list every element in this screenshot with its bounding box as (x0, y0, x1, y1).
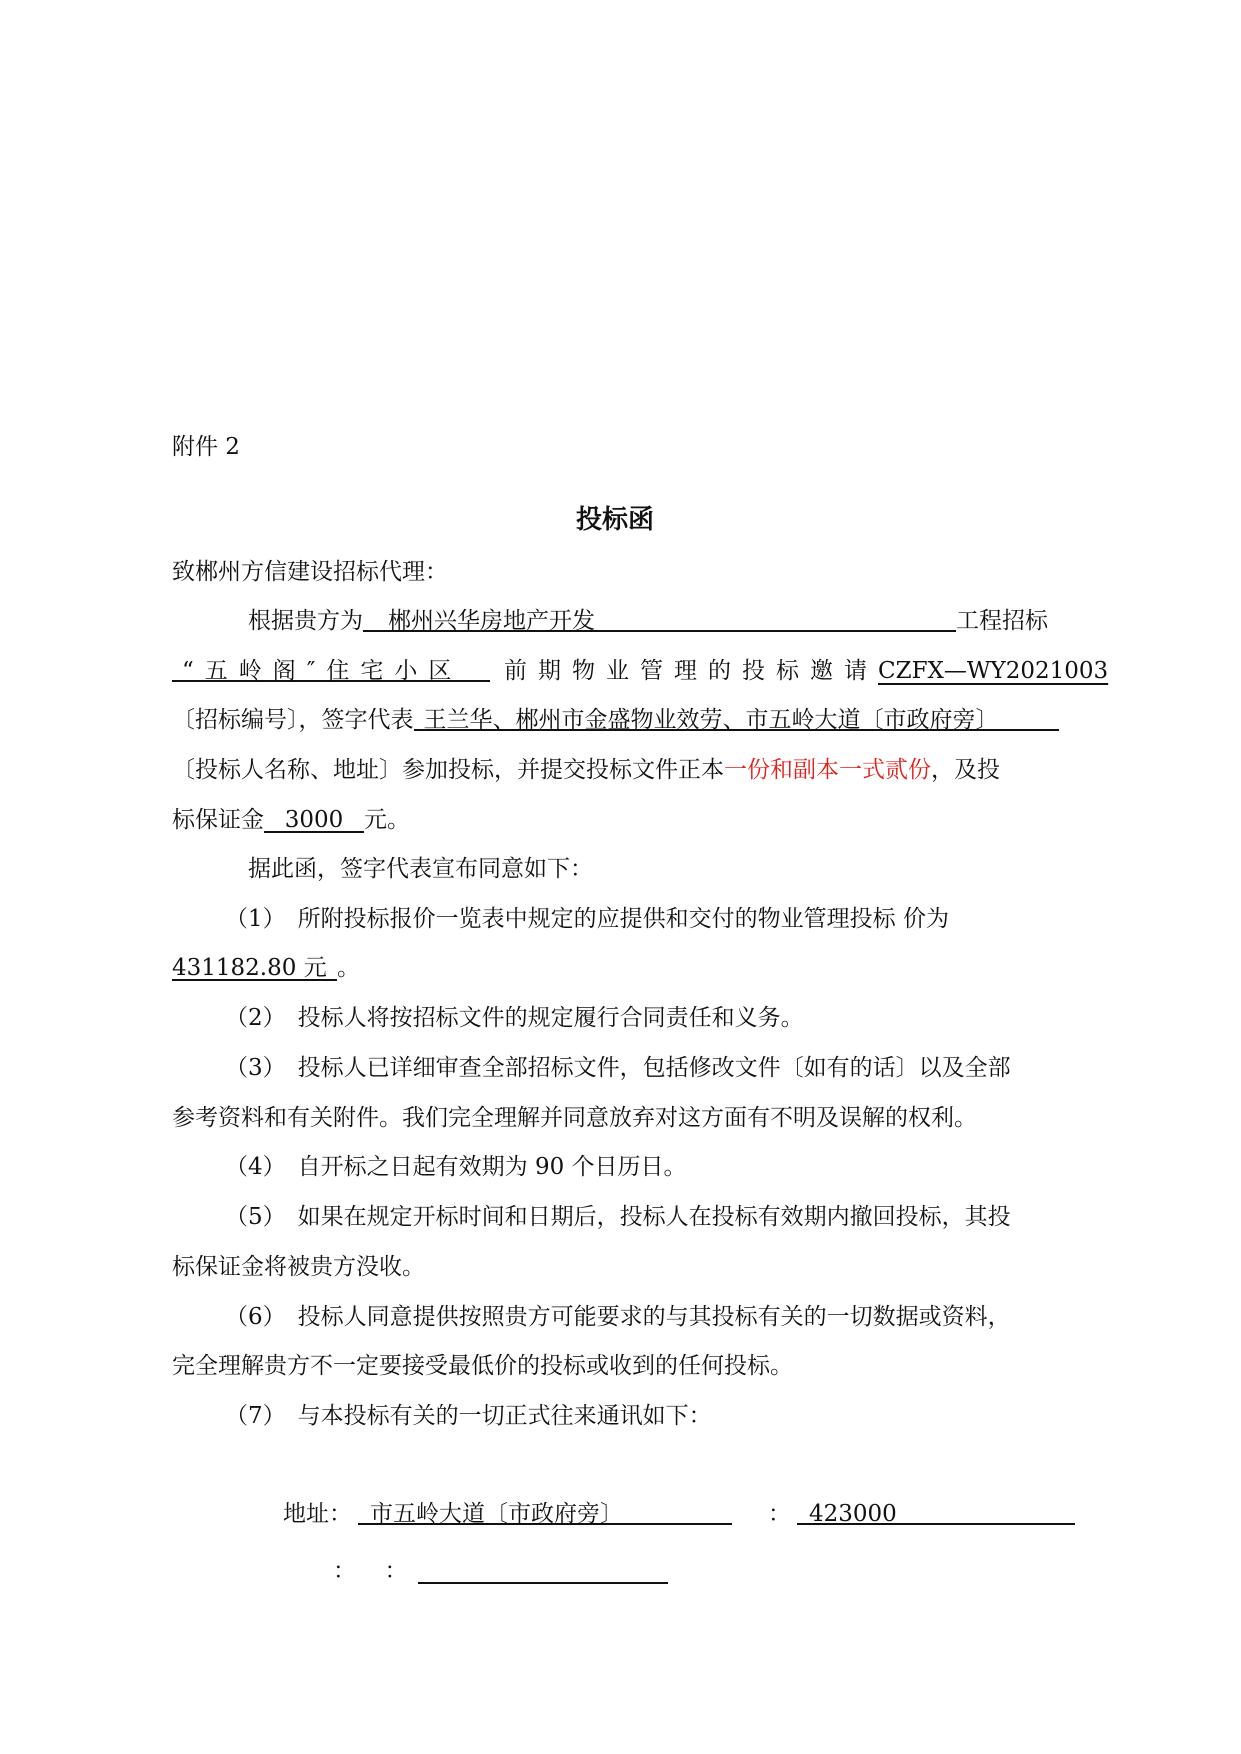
item-5-text-1: 如果在规定开标时间和日期后，投标人在投标有效期内撤回投标，其投 (297, 1204, 1011, 1230)
p3-prefix: 〔招标编号〕，签字代表 (172, 707, 414, 733)
p1-prefix: 根据贵方为 (248, 608, 363, 634)
item-2 (225, 1001, 804, 1035)
address-label: 地址： (283, 1501, 352, 1527)
item-4 (225, 1150, 687, 1184)
item-3-line-2: 参考资料和有关附件。我们完全理解并同意放弃对这方面有不明及误解的权利。 (172, 1105, 977, 1131)
item-2-number: （2） (225, 1005, 286, 1031)
item-1-number: （1） (225, 906, 286, 932)
postal-label: ： (768, 1501, 791, 1527)
bid-price: 431182.80 元 (172, 955, 327, 981)
item-6-line-1 (225, 1300, 1011, 1334)
item-2-text: 投标人将按招标文件的规定履行合同责任和义务。 (297, 1005, 804, 1031)
address-blank (358, 1497, 732, 1525)
attachment-label: 附件 2 (172, 434, 240, 460)
p5-prefix: 标保证金 (172, 807, 264, 833)
p4-suffix: ，及投 (931, 757, 1000, 783)
p5-suffix: 元。 (364, 807, 410, 833)
item-6-number: （6） (225, 1304, 286, 1330)
declaration: 据此函，签字代表宣布同意如下： (248, 856, 593, 882)
contact-row-2-blank (418, 1554, 668, 1584)
item-1-line-1 (225, 902, 949, 936)
item-5-line-2: 标保证金将被贵方没收。 (172, 1254, 425, 1280)
postal-value: 423000 (809, 1501, 897, 1527)
paragraph-1-line-2 (172, 654, 1108, 688)
paragraph-1-line-4 (172, 753, 1000, 787)
paragraph-1-line-5 (172, 803, 410, 837)
document-title: 投标函 (576, 505, 655, 535)
item-7 (225, 1399, 712, 1433)
item-3-text-1: 投标人已详细审查全部招标文件，包括修改文件〔如有的话〕以及全部 (297, 1055, 1011, 1081)
item-4-text: 自开标之日起有效期为 90 个日历日。 (297, 1154, 687, 1180)
contact-row-2-label-1: ： (333, 1558, 345, 1584)
copies-highlight: 一份和副本一式贰份 (724, 757, 931, 783)
deposit-amount: 3000 (284, 807, 344, 833)
item-7-number: （7） (225, 1403, 286, 1429)
p1-suffix: 工程招标 (956, 608, 1048, 634)
client-name: 郴州兴华房地产开发 (388, 608, 595, 634)
address-value: 市五岭大道〔市政府旁〕 (370, 1501, 623, 1527)
contact-row-2 (333, 1554, 668, 1588)
item-1-end: 。 (337, 955, 360, 981)
project-name-blank (172, 654, 490, 682)
p2-middle: 前期物业管理的投标邀请 (504, 658, 878, 684)
postal-blank (797, 1497, 1075, 1525)
contact-row-2-label-2: ： (384, 1558, 408, 1584)
item-5-line-1 (225, 1200, 1011, 1234)
item-5-number: （5） (225, 1204, 286, 1230)
bid-number: CZFX—WY2021003 (878, 658, 1109, 684)
item-4-number: （4） (225, 1154, 286, 1180)
representative-blank (414, 703, 1059, 731)
paragraph-1-line-1 (248, 604, 1048, 638)
client-name-blank (363, 604, 956, 632)
price-blank (172, 951, 337, 981)
item-6-text-1: 投标人同意提供按照贵方可能要求的与其投标有关的一切数据或资料， (297, 1304, 1011, 1330)
item-1-line-2 (172, 951, 360, 985)
project-name: “五岭阁″住宅小区 (182, 658, 463, 684)
representative-info: 王兰华、郴州市金盛物业效劳、市五岭大道〔市政府旁〕 (423, 707, 999, 733)
item-7-text: 与本投标有关的一切正式往来通讯如下： (297, 1403, 712, 1429)
contact-row-1 (283, 1497, 1075, 1531)
deposit-amount-blank (264, 803, 364, 833)
item-3-number: （3） (225, 1055, 286, 1081)
paragraph-1-line-3 (172, 703, 1059, 737)
item-6-line-2: 完全理解贵方不一定要接受最低价的投标或收到的任何投标。 (172, 1353, 793, 1379)
item-3-line-1 (225, 1051, 1011, 1085)
addressee: 致郴州方信建设招标代理： (172, 559, 448, 585)
p4-prefix: 〔投标人名称、地址〕参加投标，并提交投标文件正本 (172, 757, 724, 783)
item-1-text: 所附投标报价一览表中规定的应提供和交付的物业管理投标 价为 (297, 906, 949, 932)
